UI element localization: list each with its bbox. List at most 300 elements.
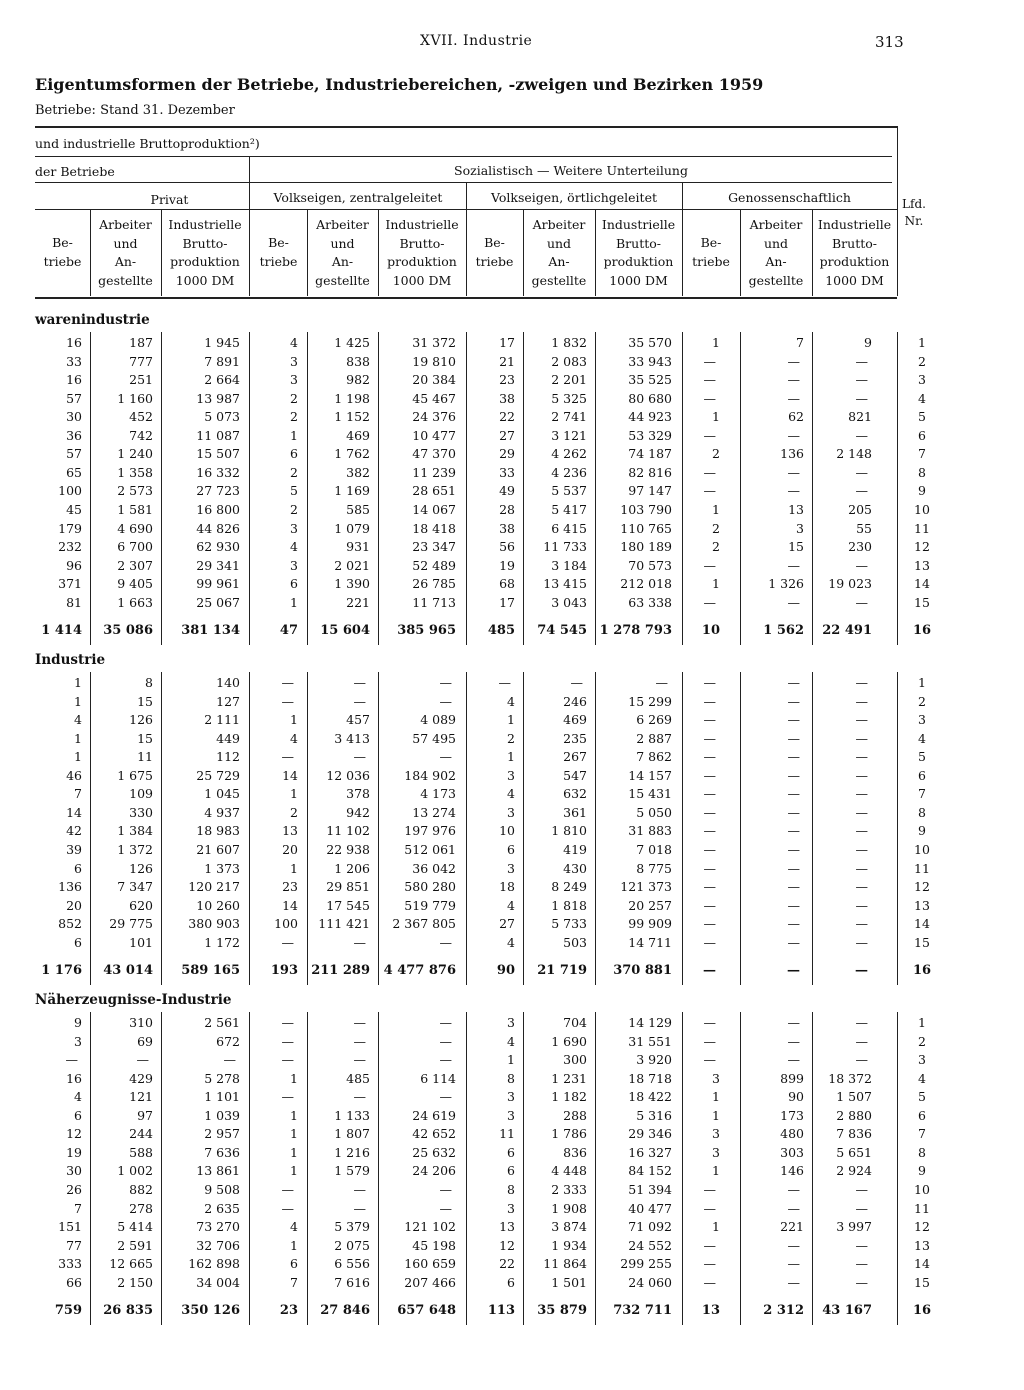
table-cell: 836 bbox=[563, 1144, 587, 1160]
table-cell: 1 bbox=[290, 1070, 298, 1086]
row-number: 3 bbox=[918, 1052, 926, 1068]
table-cell: 18 718 bbox=[628, 1070, 672, 1086]
table-cell: — bbox=[855, 804, 868, 820]
table-cell: 20 bbox=[66, 897, 82, 913]
divider bbox=[682, 332, 683, 645]
table-cell: 330 bbox=[129, 804, 153, 820]
table-cell: 1 425 bbox=[334, 335, 370, 350]
table-cell: 5 417 bbox=[551, 501, 587, 517]
table-cell: 103 790 bbox=[620, 501, 672, 517]
table-cell: — bbox=[855, 1181, 868, 1197]
table-cell: 4 937 bbox=[204, 804, 240, 820]
table-cell: 127 bbox=[216, 693, 240, 709]
table-cell: — bbox=[855, 1256, 868, 1272]
table-cell: 28 651 bbox=[412, 483, 456, 499]
table-cell: 57 bbox=[66, 446, 82, 462]
table-cell: 97 bbox=[137, 1107, 153, 1123]
table-cell: 35 570 bbox=[628, 335, 672, 350]
table-cell: 22 bbox=[499, 1256, 515, 1272]
table-cell: 99 909 bbox=[628, 916, 672, 932]
table-cell: 4 bbox=[507, 934, 515, 950]
table-cell: 7 616 bbox=[334, 1274, 370, 1290]
table-cell: — bbox=[787, 1052, 800, 1068]
table-cell: — bbox=[787, 916, 800, 932]
table-cell: 382 bbox=[346, 464, 370, 480]
table-cell: 3 bbox=[796, 520, 804, 536]
divider bbox=[812, 1012, 813, 1325]
table-cell: 2 367 805 bbox=[392, 916, 456, 932]
divider bbox=[378, 672, 379, 985]
divider bbox=[307, 672, 308, 985]
table-cell: 15 604 bbox=[320, 623, 370, 639]
page-title: Eigentumsformen der Betriebe, Industriebereichen, -zweigen und Bezirken 1959 bbox=[35, 75, 764, 94]
table-cell: 2 bbox=[290, 390, 298, 406]
table-cell: 77 bbox=[66, 1237, 82, 1253]
table-cell: 632 bbox=[563, 786, 587, 802]
row-number: 9 bbox=[918, 483, 926, 499]
divider bbox=[595, 672, 596, 985]
table-cell: 232 bbox=[58, 539, 82, 555]
table-cell: 4 089 bbox=[420, 712, 456, 728]
table-cell: 38 bbox=[499, 520, 515, 536]
table-cell: 22 bbox=[499, 409, 515, 425]
table-cell: 221 bbox=[346, 594, 370, 610]
table-cell: 22 938 bbox=[326, 841, 370, 857]
divider bbox=[897, 332, 898, 645]
table-cell: — bbox=[353, 675, 366, 690]
table-cell: 1 039 bbox=[204, 1107, 240, 1123]
table-cell: — bbox=[439, 1015, 452, 1030]
table-cell: 3 bbox=[712, 1144, 720, 1160]
table-cell: 6 415 bbox=[551, 520, 587, 536]
table-cell: 1 581 bbox=[117, 501, 153, 517]
table-cell: 419 bbox=[563, 841, 587, 857]
table-cell: — bbox=[703, 730, 716, 746]
table-cell: — bbox=[703, 879, 716, 895]
row-number: 13 bbox=[914, 557, 930, 573]
table-cell: 57 bbox=[66, 390, 82, 406]
table-cell: 1 810 bbox=[551, 823, 587, 839]
table-cell: — bbox=[787, 860, 800, 876]
table-cell: — bbox=[855, 390, 868, 406]
table-cell: — bbox=[353, 1089, 366, 1105]
table-cell: 24 619 bbox=[412, 1107, 456, 1123]
table-cell: 35 525 bbox=[628, 372, 672, 388]
table-cell: 1 bbox=[290, 860, 298, 876]
table-cell: — bbox=[703, 1200, 716, 1216]
table-cell: 3 997 bbox=[836, 1219, 872, 1235]
table-cell: — bbox=[439, 1033, 452, 1049]
table-cell: — bbox=[855, 786, 868, 802]
table-cell: — bbox=[855, 712, 868, 728]
table-cell: 11 bbox=[137, 749, 153, 765]
table-cell: 838 bbox=[346, 353, 370, 369]
table-cell: 1 384 bbox=[117, 823, 153, 839]
divider bbox=[307, 332, 308, 645]
table-cell: 381 134 bbox=[181, 623, 240, 639]
divider bbox=[740, 672, 741, 985]
table-cell: 672 bbox=[216, 1033, 240, 1049]
table-cell: 4 bbox=[507, 897, 515, 913]
table-cell: 29 346 bbox=[628, 1126, 672, 1142]
table-cell: 2 333 bbox=[551, 1181, 587, 1197]
table-cell: 3 413 bbox=[334, 730, 370, 746]
table-cell: 1 507 bbox=[836, 1089, 872, 1105]
table-cell: 2 021 bbox=[334, 557, 370, 573]
table-cell: — bbox=[855, 693, 868, 709]
table-cell: 1 690 bbox=[551, 1033, 587, 1049]
table-cell: 45 bbox=[66, 501, 82, 517]
table-cell: 33 bbox=[499, 464, 515, 480]
table-cell: — bbox=[855, 963, 868, 979]
table-cell: — bbox=[787, 693, 800, 709]
table-cell: — bbox=[136, 1052, 149, 1068]
table-cell: 30 bbox=[66, 1163, 82, 1179]
table-cell: 10 bbox=[499, 823, 515, 839]
table-cell: 1 bbox=[712, 1219, 720, 1235]
table-cell: 15 bbox=[137, 693, 153, 709]
table-cell: 9 bbox=[864, 335, 872, 350]
table-cell: 162 898 bbox=[188, 1256, 240, 1272]
divider bbox=[523, 1012, 524, 1325]
table-cell: 1 bbox=[290, 1107, 298, 1123]
table-cell: 49 bbox=[499, 483, 515, 499]
table-cell: 57 495 bbox=[412, 730, 456, 746]
column-header-betriebe: Be- triebe bbox=[259, 235, 298, 269]
table-cell: 35 879 bbox=[537, 1303, 587, 1319]
table-cell: 34 004 bbox=[196, 1274, 240, 1290]
table-cell: 310 bbox=[129, 1015, 153, 1030]
table-cell: 1 045 bbox=[204, 786, 240, 802]
table-cell: — bbox=[281, 749, 294, 765]
table-cell: — bbox=[498, 675, 511, 690]
table-cell: 3 bbox=[712, 1126, 720, 1142]
table-cell: 503 bbox=[563, 934, 587, 950]
table-cell: — bbox=[703, 427, 716, 443]
table-cell: 24 206 bbox=[412, 1163, 456, 1179]
table-cell: — bbox=[703, 557, 716, 573]
table-cell: 2 201 bbox=[551, 372, 587, 388]
table-cell: 251 bbox=[129, 372, 153, 388]
table-cell: 5 651 bbox=[836, 1144, 872, 1160]
table-cell: 22 491 bbox=[822, 623, 872, 639]
table-cell: 113 bbox=[487, 1303, 515, 1319]
table-cell: 19 810 bbox=[412, 353, 456, 369]
table-cell: 121 bbox=[129, 1089, 153, 1105]
table-cell: 25 729 bbox=[196, 767, 240, 783]
table-cell: 10 260 bbox=[196, 897, 240, 913]
table-cell: 65 bbox=[66, 464, 82, 480]
table-cell: 3 043 bbox=[551, 594, 587, 610]
table-cell: 15 507 bbox=[196, 446, 240, 462]
table-cell: 1 bbox=[290, 712, 298, 728]
table-cell: 19 023 bbox=[828, 576, 872, 592]
table-cell: 33 943 bbox=[628, 353, 672, 369]
table-cell: 19 bbox=[499, 557, 515, 573]
table-cell: — bbox=[353, 749, 366, 765]
table-cell: 1 579 bbox=[334, 1163, 370, 1179]
table-cell: 99 961 bbox=[196, 576, 240, 592]
table-cell: — bbox=[703, 749, 716, 765]
row-number: 11 bbox=[914, 860, 930, 876]
table-cell: 18 372 bbox=[828, 1070, 872, 1086]
table-cell: 13 415 bbox=[543, 576, 587, 592]
table-cell: 1 198 bbox=[334, 390, 370, 406]
table-cell: 620 bbox=[129, 897, 153, 913]
table-cell: — bbox=[855, 483, 868, 499]
divider bbox=[249, 1012, 250, 1325]
table-cell: — bbox=[281, 1200, 294, 1216]
table-cell: 1 bbox=[712, 501, 720, 517]
column-header-produktion: Industrielle Brutto- produktion 1000 DM bbox=[601, 217, 676, 288]
table-cell: — bbox=[570, 675, 583, 690]
table-cell: 246 bbox=[563, 693, 587, 709]
table-cell: 2 bbox=[290, 409, 298, 425]
table-cell: 17 bbox=[499, 594, 515, 610]
table-cell: 3 bbox=[507, 1015, 515, 1030]
table-cell: 12 665 bbox=[109, 1256, 153, 1272]
table-cell: 1 373 bbox=[204, 860, 240, 876]
table-cell: 39 bbox=[66, 841, 82, 857]
table-cell: 4 bbox=[507, 1033, 515, 1049]
table-cell: 9 bbox=[74, 1015, 82, 1030]
table-cell: 56 bbox=[499, 539, 515, 555]
table-cell: 288 bbox=[563, 1107, 587, 1123]
column-header-produktion: Industrielle Brutto- produktion 1000 DM bbox=[168, 217, 242, 288]
column-header-arbeiter: Arbeiter und An- gestellte bbox=[531, 217, 587, 288]
column-header-produktion: Industrielle Brutto- produktion 1000 DM bbox=[817, 217, 892, 288]
table-cell: 4 bbox=[290, 539, 298, 555]
table-cell: 371 bbox=[58, 576, 82, 592]
row-number: 6 bbox=[918, 767, 926, 783]
table-cell: 4 bbox=[290, 1219, 298, 1235]
table-cell: 18 418 bbox=[412, 520, 456, 536]
table-cell: — bbox=[855, 916, 868, 932]
table-cell: 2 924 bbox=[836, 1163, 872, 1179]
table-cell: 6 bbox=[290, 446, 298, 462]
row-number: 8 bbox=[918, 804, 926, 820]
table-cell: 24 060 bbox=[628, 1274, 672, 1290]
row-number: 10 bbox=[914, 841, 930, 857]
table-cell: 11 864 bbox=[543, 1256, 587, 1272]
table-cell: 1 bbox=[74, 730, 82, 746]
table-cell: — bbox=[655, 675, 668, 690]
table-cell: 47 370 bbox=[412, 446, 456, 462]
table-cell: 1 231 bbox=[551, 1070, 587, 1086]
header-lfd-nr: Lfd. Nr. bbox=[902, 197, 926, 228]
table-cell: 1 bbox=[712, 409, 720, 425]
table-cell: 2 887 bbox=[636, 730, 672, 746]
divider bbox=[249, 332, 250, 645]
table-cell: — bbox=[703, 934, 716, 950]
table-cell: 1 bbox=[74, 675, 82, 690]
divider bbox=[682, 1012, 683, 1325]
table-cell: 4 690 bbox=[117, 520, 153, 536]
column-header-betriebe: Be- triebe bbox=[475, 235, 514, 269]
table-cell: — bbox=[855, 879, 868, 895]
row-number: 1 bbox=[918, 335, 926, 350]
table-cell: 45 198 bbox=[412, 1237, 456, 1253]
table-cell: 1 bbox=[290, 1144, 298, 1160]
table-cell: 1 390 bbox=[334, 576, 370, 592]
divider bbox=[523, 332, 524, 645]
table-cell: 1 bbox=[290, 1237, 298, 1253]
table-cell: 299 255 bbox=[620, 1256, 672, 1272]
table-cell: 126 bbox=[129, 860, 153, 876]
table-cell: — bbox=[855, 934, 868, 950]
table-cell: 452 bbox=[129, 409, 153, 425]
table-cell: 3 bbox=[290, 372, 298, 388]
table-cell: — bbox=[703, 1052, 716, 1068]
table-cell: 47 bbox=[279, 623, 298, 639]
table-cell: 5 733 bbox=[551, 916, 587, 932]
table-cell: 13 987 bbox=[196, 390, 240, 406]
table-cell: 32 706 bbox=[196, 1237, 240, 1253]
table-cell: 27 bbox=[499, 916, 515, 932]
table-cell: 14 bbox=[66, 804, 82, 820]
table-cell: — bbox=[787, 934, 800, 950]
table-cell: — bbox=[703, 1256, 716, 1272]
table-cell: 1 bbox=[290, 594, 298, 610]
table-cell: 1 762 bbox=[334, 446, 370, 462]
divider bbox=[35, 126, 897, 128]
table-cell: 3 bbox=[712, 1070, 720, 1086]
table-cell: — bbox=[281, 675, 294, 690]
table-cell: 6 269 bbox=[636, 712, 672, 728]
table-cell: 9 508 bbox=[204, 1181, 240, 1197]
table-cell: 5 050 bbox=[636, 804, 672, 820]
row-number: 8 bbox=[918, 1144, 926, 1160]
table-cell: 1 bbox=[290, 1126, 298, 1142]
table-cell: — bbox=[703, 804, 716, 820]
table-cell: — bbox=[703, 675, 716, 690]
table-cell: 44 923 bbox=[628, 409, 672, 425]
table-cell: 126 bbox=[129, 712, 153, 728]
table-cell: 66 bbox=[66, 1274, 82, 1290]
table-cell: 5 414 bbox=[117, 1219, 153, 1235]
table-cell: — bbox=[439, 675, 452, 690]
table-cell: 303 bbox=[780, 1144, 804, 1160]
table-cell: — bbox=[787, 1237, 800, 1253]
table-cell: — bbox=[439, 693, 452, 709]
table-cell: 4 bbox=[290, 730, 298, 746]
table-cell: 7 862 bbox=[636, 749, 672, 765]
table-cell: 43 167 bbox=[822, 1303, 872, 1319]
table-cell: 3 874 bbox=[551, 1219, 587, 1235]
table-cell: 580 280 bbox=[404, 879, 456, 895]
table-cell: 14 157 bbox=[628, 767, 672, 783]
table-cell: 5 073 bbox=[204, 409, 240, 425]
table-cell: 11 239 bbox=[412, 464, 456, 480]
divider bbox=[740, 332, 741, 645]
table-cell: 931 bbox=[346, 539, 370, 555]
table-cell: 1 160 bbox=[117, 390, 153, 406]
table-cell: — bbox=[703, 841, 716, 857]
table-cell: — bbox=[281, 1181, 294, 1197]
divider bbox=[523, 672, 524, 985]
table-cell: — bbox=[855, 557, 868, 573]
table-cell: 31 883 bbox=[628, 823, 672, 839]
table-cell: — bbox=[855, 749, 868, 765]
table-cell: 121 373 bbox=[620, 879, 672, 895]
table-cell: 26 835 bbox=[103, 1303, 153, 1319]
table-cell: — bbox=[703, 823, 716, 839]
table-cell: 1 133 bbox=[334, 1107, 370, 1123]
table-cell: 3 bbox=[507, 767, 515, 783]
table-cell: 4 bbox=[290, 335, 298, 350]
table-cell: 69 bbox=[137, 1033, 153, 1049]
table-cell: 1 358 bbox=[117, 464, 153, 480]
divider bbox=[161, 672, 162, 985]
row-number: 12 bbox=[914, 539, 930, 555]
table-cell: 5 379 bbox=[334, 1219, 370, 1235]
table-cell: — bbox=[855, 353, 868, 369]
table-cell: 7 347 bbox=[117, 879, 153, 895]
header-sozialistisch: Sozialistisch — Weitere Unterteilung bbox=[454, 163, 688, 178]
table-cell: 31 551 bbox=[628, 1033, 672, 1049]
page-subtitle: Betriebe: Stand 31. Dezember bbox=[35, 103, 235, 118]
table-cell: 6 bbox=[74, 934, 82, 950]
table-cell: — bbox=[787, 963, 800, 979]
table-cell: 449 bbox=[216, 730, 240, 746]
table-cell: 1 002 bbox=[117, 1163, 153, 1179]
table-cell: 30 bbox=[66, 409, 82, 425]
table-cell: — bbox=[855, 730, 868, 746]
table-cell: 480 bbox=[780, 1126, 804, 1142]
table-cell: 13 bbox=[499, 1219, 515, 1235]
table-cell: — bbox=[703, 860, 716, 876]
table-cell: 18 422 bbox=[628, 1089, 672, 1105]
table-cell: — bbox=[703, 594, 716, 610]
table-cell: 12 036 bbox=[326, 767, 370, 783]
table-cell: 882 bbox=[129, 1181, 153, 1197]
row-number: 14 bbox=[914, 1256, 930, 1272]
table-cell: 1 414 bbox=[41, 623, 82, 639]
table-cell: 1 807 bbox=[334, 1126, 370, 1142]
table-cell: — bbox=[353, 1015, 366, 1030]
table-cell: 55 bbox=[856, 520, 872, 536]
table-cell: 278 bbox=[129, 1200, 153, 1216]
column-header-produktion: Industrielle Brutto- produktion 1000 DM bbox=[385, 217, 459, 288]
table-cell: 1 675 bbox=[117, 767, 153, 783]
table-cell: 11 bbox=[499, 1126, 515, 1142]
table-cell: 27 846 bbox=[320, 1303, 370, 1319]
divider bbox=[90, 672, 91, 985]
table-cell: 385 965 bbox=[397, 623, 456, 639]
table-cell: 1 169 bbox=[334, 483, 370, 499]
divider bbox=[378, 332, 379, 645]
table-cell: 1 bbox=[712, 1163, 720, 1179]
table-cell: — bbox=[855, 823, 868, 839]
table-cell: 11 713 bbox=[412, 594, 456, 610]
row-number: 10 bbox=[914, 1181, 930, 1197]
table-cell: 17 545 bbox=[326, 897, 370, 913]
table-cell: 26 bbox=[66, 1181, 82, 1197]
column-header-betriebe: Be- triebe bbox=[692, 235, 730, 269]
table-cell: 350 126 bbox=[181, 1303, 240, 1319]
divider bbox=[466, 1012, 467, 1325]
table-cell: — bbox=[703, 916, 716, 932]
row-number: 14 bbox=[914, 576, 930, 592]
table-cell: 96 bbox=[66, 557, 82, 573]
table-cell: 120 217 bbox=[188, 879, 240, 895]
divider bbox=[307, 1012, 308, 1325]
table-cell: 62 bbox=[788, 409, 804, 425]
table-cell: 1 079 bbox=[334, 520, 370, 536]
table-cell: 44 826 bbox=[196, 520, 240, 536]
table-cell: 43 014 bbox=[103, 963, 153, 979]
table-cell: 3 184 bbox=[551, 557, 587, 573]
